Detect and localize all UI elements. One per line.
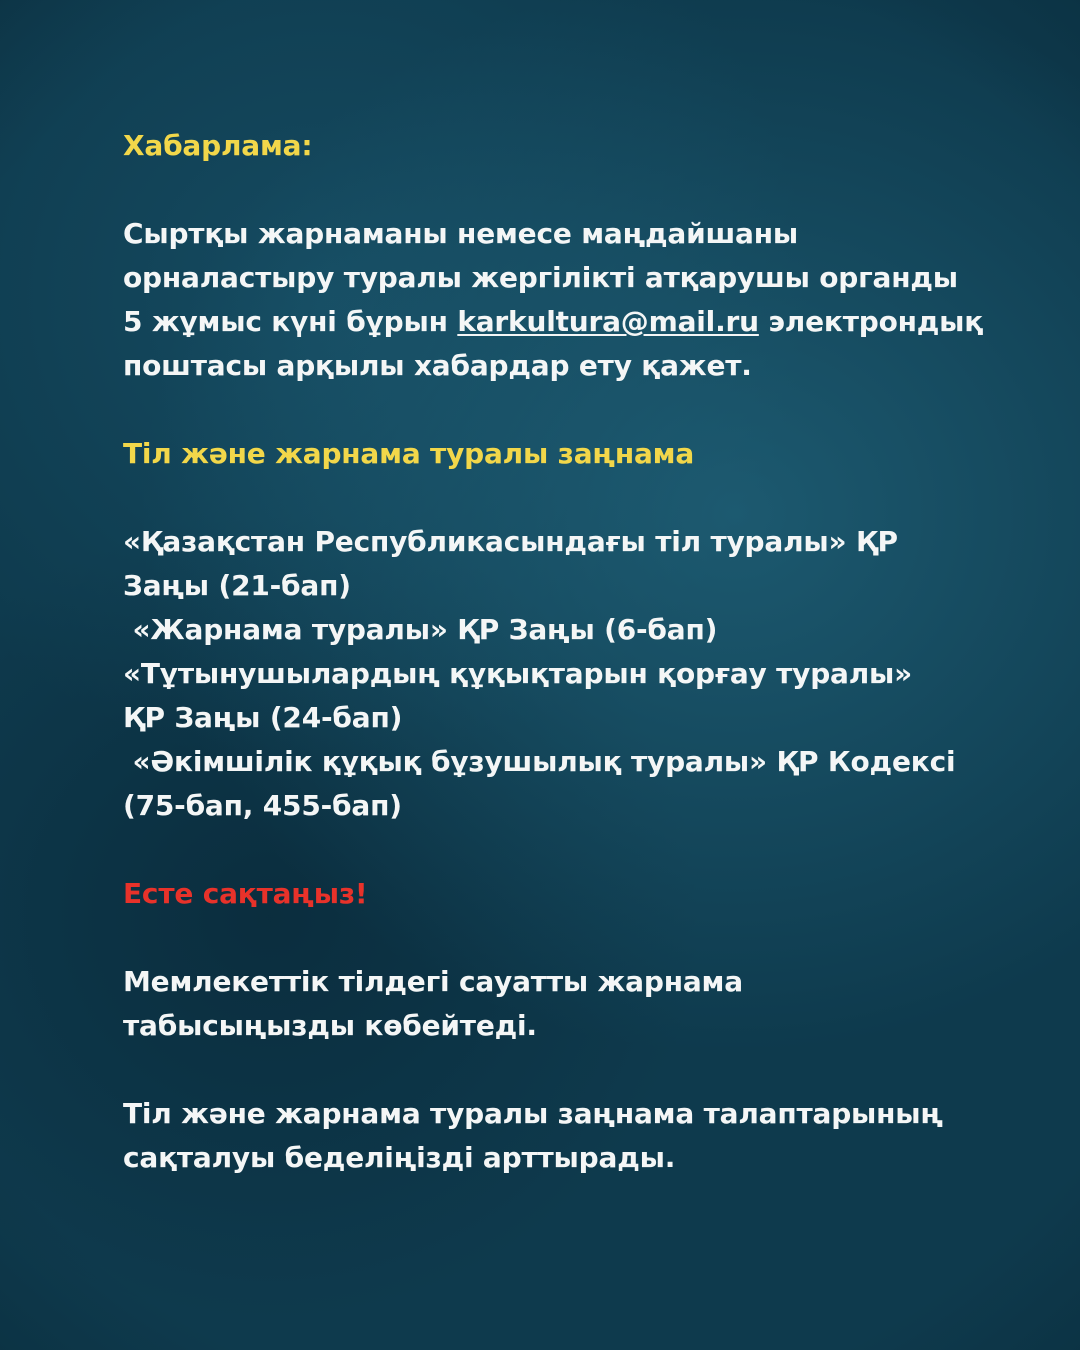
notice-line <box>123 300 1003 344</box>
law-item: «Әкімшілік құқық бұзушылық туралы» ҚР Кодексі <box>123 745 956 778</box>
law-item: «Жарнама туралы» ҚР Заңы (6-бап) <box>123 613 718 646</box>
notice-line: Сыртқы жарнаманы немесе маңдайшаны <box>123 217 799 250</box>
reminder-heading: Есте сақтаңыз! <box>123 877 368 910</box>
reminder-line: табысыңызды көбейтеді. <box>123 1009 537 1042</box>
email-link[interactable]: karkultura@mail.ru <box>457 305 759 338</box>
notice-line: поштасы арқылы хабардар ету қажет. <box>123 349 752 382</box>
spacer <box>123 168 1003 212</box>
notice-heading: Хабарлама: <box>123 129 313 162</box>
law-item: «Қазақстан Республикасындағы тіл туралы» ҚР <box>123 525 898 558</box>
law-item: ҚР Заңы (24-бап) <box>123 701 403 734</box>
law-item: Заңы (21-бап) <box>123 569 351 602</box>
law-item: «Тұтынушылардың құқықтарын қорғау туралы» <box>123 657 913 690</box>
notice-line-prefix: 5 жұмыс күні бұрын <box>123 305 458 338</box>
notice-line-suffix: электрондық <box>758 305 984 338</box>
spacer <box>123 828 1003 872</box>
notice-line: орналастыру туралы жергілікті атқарушы органды <box>123 261 958 294</box>
reminder-line: Тіл және жарнама туралы заңнама талаптарының <box>123 1097 943 1130</box>
law-heading: Тіл және жарнама туралы заңнама <box>123 437 695 470</box>
spacer <box>123 1048 1003 1092</box>
spacer <box>123 916 1003 960</box>
spacer <box>123 388 1003 432</box>
reminder-line: сақталуы беделіңізді арттырады. <box>123 1141 676 1174</box>
law-item: (75-бап, 455-бап) <box>123 789 402 822</box>
reminder-line: Мемлекеттік тілдегі сауатты жарнама <box>123 965 743 998</box>
spacer <box>123 476 1003 520</box>
poster-text <box>123 124 1003 1180</box>
